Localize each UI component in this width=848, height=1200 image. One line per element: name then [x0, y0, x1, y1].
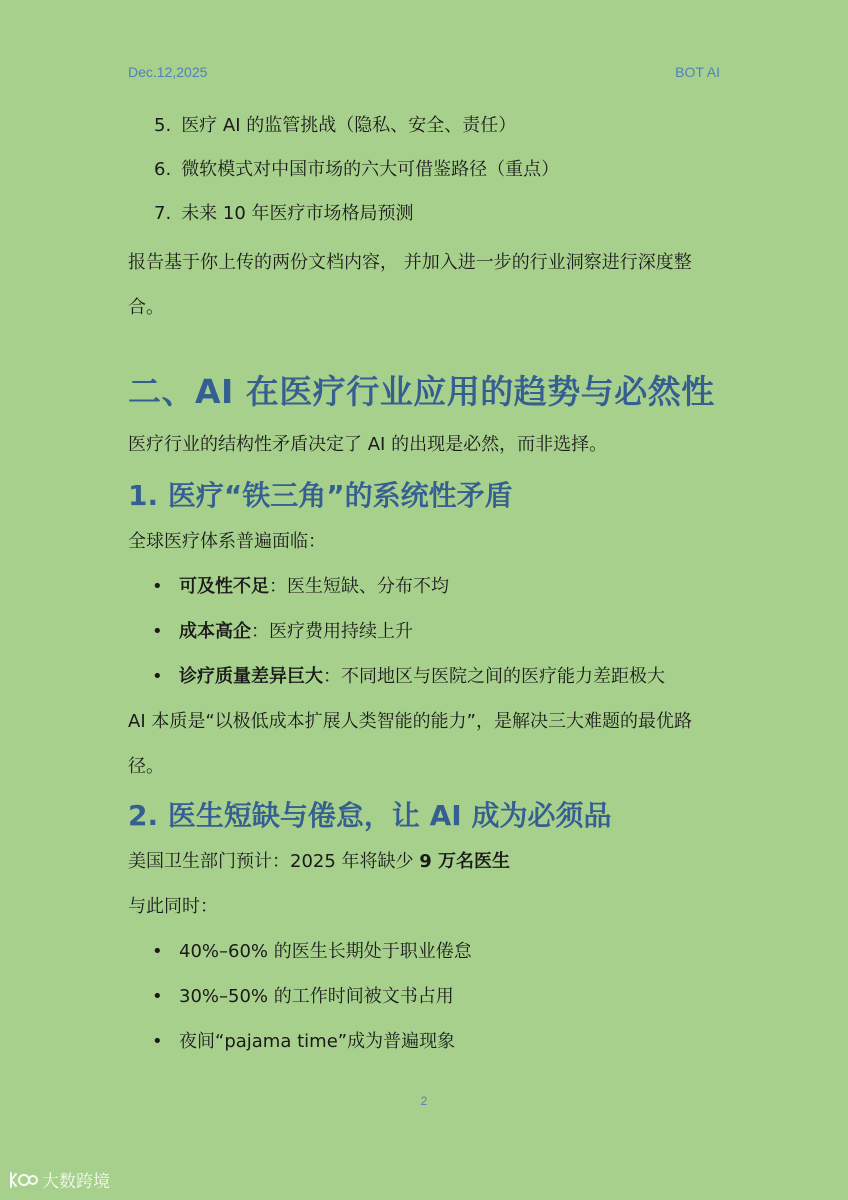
subsection-title-1: 1. 医疗“铁三角”的系统性矛盾 — [128, 479, 513, 512]
bullet-dot-icon: • — [152, 576, 163, 597]
ordered-list-item — [128, 108, 720, 152]
section-lead: 医疗行业的结构性矛盾决定了 AI 的出现是必然，而非选择。 — [128, 434, 608, 455]
bullet-list-1 — [128, 564, 720, 699]
subsection-lead-2: 与此同时： — [128, 896, 218, 917]
list-number: 7. — [154, 203, 172, 224]
bullet-bold-term: 诊疗质量差异巨大 — [179, 666, 323, 687]
bullet-item — [128, 974, 720, 1019]
bullet-bold-term: 成本高企 — [179, 621, 251, 642]
bullet-text: 40%–60% 的医生长期处于职业倦怠 — [179, 941, 472, 962]
list-number: 5. — [154, 115, 172, 136]
watermark — [8, 1167, 110, 1192]
bullet-dot-icon: • — [152, 986, 163, 1007]
stat-paragraph — [128, 839, 720, 884]
subsection-lead-1: 全球医疗体系普遍面临： — [128, 531, 326, 552]
page-header — [128, 64, 720, 84]
ordered-list-item — [128, 152, 720, 196]
bullet-text: 30%–50% 的工作时间被文书占用 — [179, 986, 454, 1007]
brand-logo-icon — [8, 1169, 38, 1191]
subsection-conclusion-1: AI 本质是“以极低成本扩展人类智能的能力”，是解决三大难题的最优路径。 — [128, 711, 692, 777]
bullet-bold-term: 可及性不足 — [179, 576, 269, 597]
header-date: Dec.12,2025 — [128, 64, 208, 80]
bullet-list-2 — [128, 929, 720, 1064]
stat-highlight: 9 万名医生 — [419, 851, 511, 872]
bullet-dot-icon: • — [152, 621, 163, 642]
bullet-item — [128, 564, 720, 609]
document-body — [128, 108, 720, 1064]
list-item-text: 医疗 AI 的监管挑战（隐私、安全、责任） — [181, 115, 517, 136]
page-number: 2 — [420, 1094, 428, 1108]
bullet-item — [128, 654, 720, 699]
list-item-text: 微软模式对中国市场的六大可借鉴路径（重点） — [181, 159, 560, 180]
bullet-item — [128, 1019, 720, 1064]
stat-prefix: 美国卫生部门预计：2025 年将缺少 — [128, 851, 420, 872]
intro-paragraph: 报告基于你上传的两份文档内容， 并加入进一步的行业洞察进行深度整合。 — [128, 252, 692, 318]
header-brand: BOT AI — [675, 64, 720, 80]
bullet-dot-icon: • — [152, 1031, 163, 1052]
subsection-title-2: 2. 医生短缺与倦怠，让 AI 成为必须品 — [128, 799, 612, 832]
bullet-text: 夜间“pajama time”成为普遍现象 — [179, 1031, 456, 1052]
bullet-dot-icon: • — [152, 941, 163, 962]
bullet-dot-icon: • — [152, 666, 163, 687]
list-item-text: 未来 10 年医疗市场格局预测 — [181, 203, 414, 224]
watermark-text: 大数跨境 — [42, 1172, 110, 1192]
list-number: 6. — [154, 159, 172, 180]
bullet-text: ：医生短缺、分布不均 — [269, 576, 449, 597]
bullet-text: ：医疗费用持续上升 — [251, 621, 413, 642]
bullet-item — [128, 609, 720, 654]
section-title: 二、AI 在医疗行业应用的趋势与必然性 — [128, 372, 715, 411]
ordered-list-item — [128, 196, 720, 240]
bullet-text: ：不同地区与医院之间的医疗能力差距极大 — [323, 666, 665, 687]
bullet-item — [128, 929, 720, 974]
